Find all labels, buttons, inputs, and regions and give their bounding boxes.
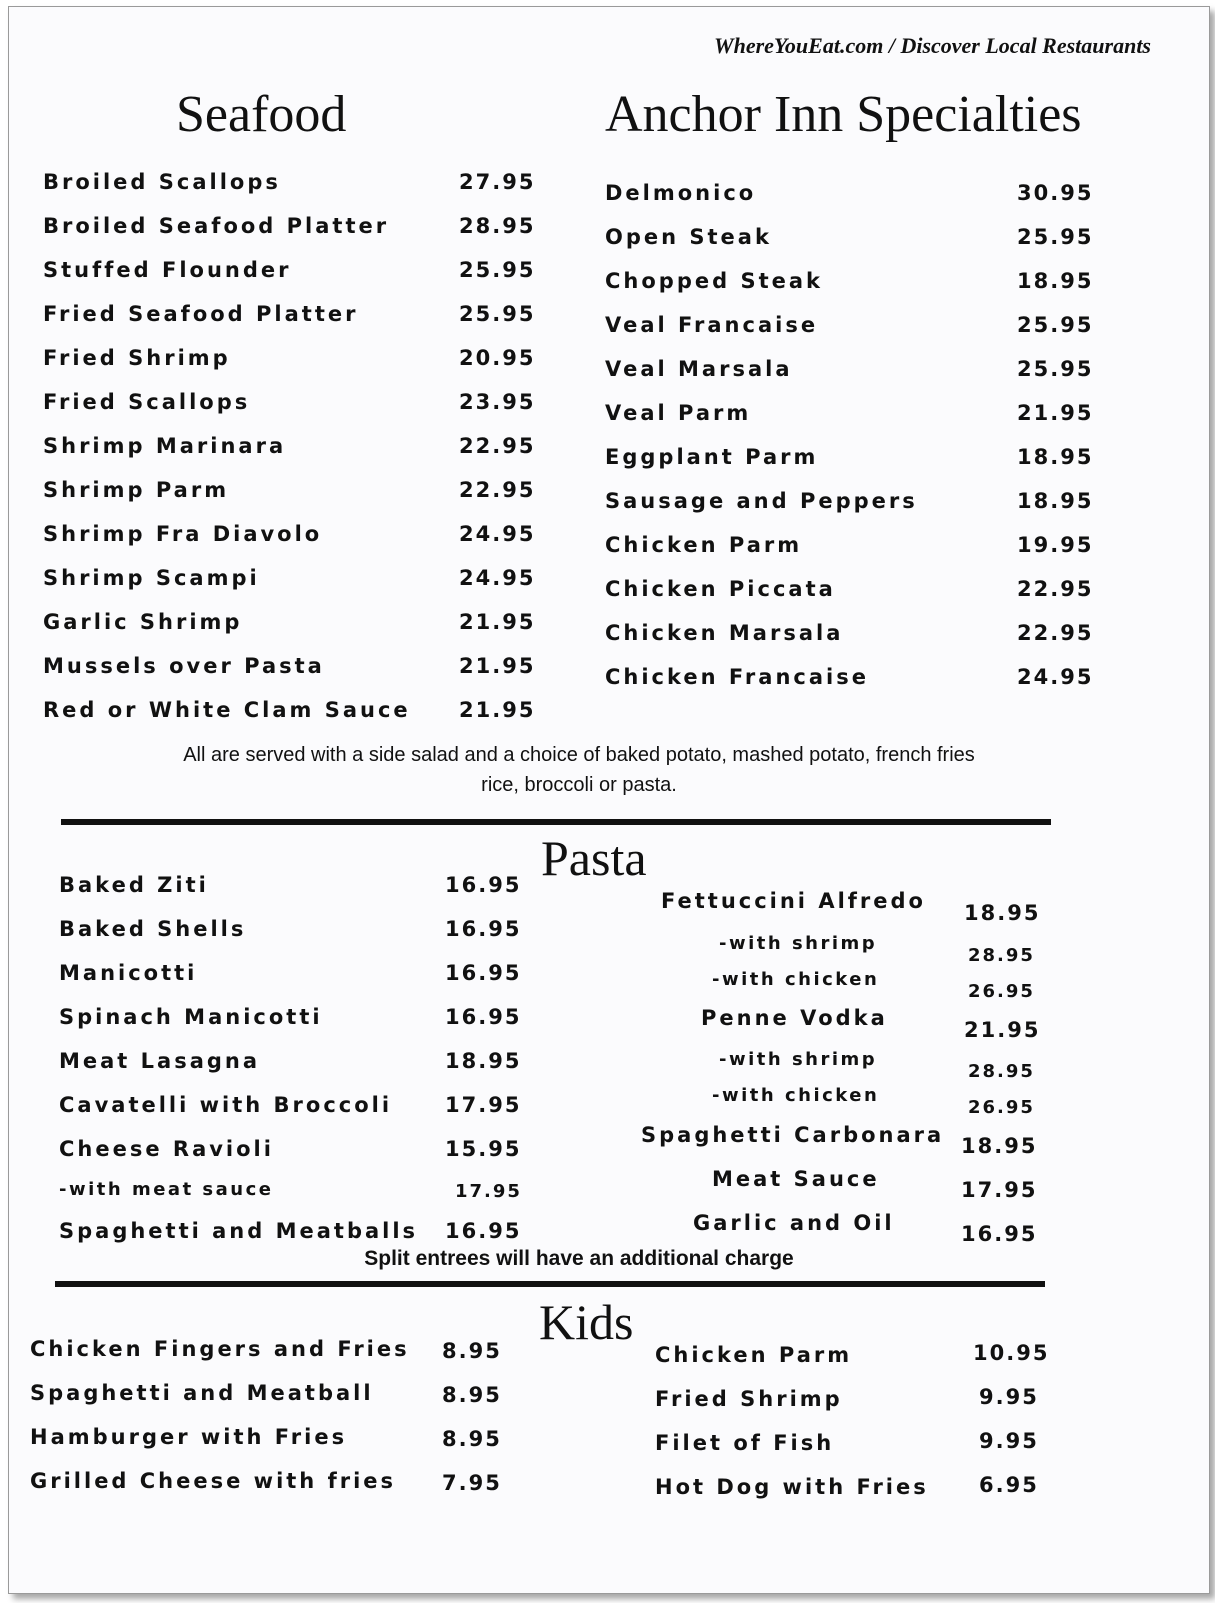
sides-note-line: rice, broccoli or pasta. bbox=[481, 774, 677, 796]
menu-item-name: Broiled Scallops bbox=[43, 170, 281, 194]
sides-note-line: All are served with a side salad and a choice of baked potato, mashed potato, french fries bbox=[183, 744, 975, 766]
menu-item-name: Spaghetti and Meatballs bbox=[59, 1219, 419, 1243]
kids-title: Kids bbox=[539, 1294, 634, 1350]
menu-item-name: Fried Shrimp bbox=[655, 1387, 843, 1411]
menu-item-price: 28.95 bbox=[968, 1061, 1035, 1082]
menu-item-name: Veal Parm bbox=[605, 401, 752, 425]
menu-item-name: Chicken Marsala bbox=[605, 621, 844, 645]
menu-item-price: 27.95 bbox=[459, 170, 536, 194]
menu-item-price: 18.95 bbox=[445, 1049, 522, 1073]
menu-item-name: Spinach Manicotti bbox=[59, 1005, 323, 1029]
menu-item-price: 21.95 bbox=[459, 610, 536, 634]
menu-item-name: Chicken Parm bbox=[655, 1343, 853, 1367]
menu-item-name: Shrimp Parm bbox=[43, 478, 230, 502]
menu-item-option: -with shrimp bbox=[719, 933, 878, 954]
menu-item-price: 25.95 bbox=[1017, 225, 1094, 249]
menu-item-price: 22.95 bbox=[1017, 577, 1094, 601]
menu-item-price: 22.95 bbox=[459, 434, 536, 458]
menu-item-name: Open Steak bbox=[605, 225, 772, 249]
menu-item-price: 28.95 bbox=[968, 945, 1035, 966]
menu-item-name: Broiled Seafood Platter bbox=[43, 214, 390, 238]
menu-item-price: 25.95 bbox=[459, 302, 536, 326]
menu-item-price: 26.95 bbox=[968, 981, 1035, 1002]
menu-item-price: 21.95 bbox=[459, 654, 536, 678]
menu-item-price: 8.95 bbox=[442, 1383, 502, 1407]
menu-page bbox=[8, 6, 1210, 1594]
menu-item-price: 10.95 bbox=[973, 1341, 1050, 1365]
menu-item-name: Filet of Fish bbox=[655, 1431, 835, 1455]
menu-item-price: 9.95 bbox=[979, 1385, 1039, 1409]
menu-item-price: 17.95 bbox=[961, 1178, 1038, 1202]
menu-item-name: Chopped Steak bbox=[605, 269, 823, 293]
menu-item-name: Manicotti bbox=[59, 961, 198, 985]
menu-item-price: 17.95 bbox=[455, 1181, 522, 1202]
menu-item-name: Stuffed Flounder bbox=[43, 258, 292, 282]
menu-item-price: 16.95 bbox=[445, 1005, 522, 1029]
menu-item-name: Veal Marsala bbox=[605, 357, 793, 381]
menu-item-price: 24.95 bbox=[459, 522, 536, 546]
menu-item-name: Sausage and Peppers bbox=[605, 489, 918, 513]
menu-item-name: Garlic and Oil bbox=[693, 1211, 895, 1235]
menu-item-option: -with chicken bbox=[712, 1085, 880, 1106]
menu-item-price: 22.95 bbox=[459, 478, 536, 502]
menu-item-name: Hamburger with Fries bbox=[30, 1425, 348, 1449]
section-divider bbox=[55, 1281, 1045, 1287]
menu-item-price: 24.95 bbox=[459, 566, 536, 590]
pasta-title: Pasta bbox=[541, 830, 647, 886]
menu-item-name: Fettuccini Alfredo bbox=[661, 889, 926, 913]
menu-item-price: 17.95 bbox=[445, 1093, 522, 1117]
menu-item-price: 18.95 bbox=[964, 901, 1041, 925]
menu-item-price: 25.95 bbox=[459, 258, 536, 282]
menu-item-name: Delmonico bbox=[605, 181, 757, 205]
menu-item-price: 23.95 bbox=[459, 390, 536, 414]
menu-item-name: Shrimp Fra Diavolo bbox=[43, 522, 323, 546]
menu-item-option: -with chicken bbox=[712, 969, 880, 990]
menu-item-price: 9.95 bbox=[979, 1429, 1039, 1453]
specialties-title: Anchor Inn Specialties bbox=[605, 86, 1082, 143]
menu-item-option: -with shrimp bbox=[719, 1049, 878, 1070]
menu-item-price: 26.95 bbox=[968, 1097, 1035, 1118]
menu-item-price: 6.95 bbox=[979, 1473, 1039, 1497]
menu-item-name: Fried Shrimp bbox=[43, 346, 231, 370]
menu-item-price: 18.95 bbox=[1017, 489, 1094, 513]
menu-item-name: Cheese Ravioli bbox=[59, 1137, 274, 1161]
menu-item-price: 18.95 bbox=[1017, 445, 1094, 469]
menu-item-name: Veal Francaise bbox=[605, 313, 819, 337]
menu-item-name: Mussels over Pasta bbox=[43, 654, 325, 678]
menu-item-name: Fried Scallops bbox=[43, 390, 251, 414]
menu-item-name: Red or White Clam Sauce bbox=[43, 698, 411, 722]
menu-item-name: Fried Seafood Platter bbox=[43, 302, 359, 326]
menu-item-price: 16.95 bbox=[445, 1219, 522, 1243]
menu-item-name: Garlic Shrimp bbox=[43, 610, 243, 634]
menu-item-name: Shrimp Scampi bbox=[43, 566, 260, 590]
menu-item-name: Cavatelli with Broccoli bbox=[59, 1093, 393, 1117]
menu-item-price: 25.95 bbox=[1017, 313, 1094, 337]
menu-item-price: 15.95 bbox=[445, 1137, 522, 1161]
menu-item-price: 8.95 bbox=[442, 1339, 502, 1363]
menu-item-price: 18.95 bbox=[1017, 269, 1094, 293]
seafood-title: Seafood bbox=[176, 86, 347, 143]
menu-item-price: 18.95 bbox=[961, 1134, 1038, 1158]
sides-note bbox=[29, 740, 1129, 800]
menu-item-price: 28.95 bbox=[459, 214, 536, 238]
menu-item-price: 8.95 bbox=[442, 1427, 502, 1451]
menu-item-name: Meat Lasagna bbox=[59, 1049, 261, 1073]
menu-item-price: 21.95 bbox=[459, 698, 536, 722]
menu-item-price: 24.95 bbox=[1017, 665, 1094, 689]
menu-item-price: 22.95 bbox=[1017, 621, 1094, 645]
menu-item-name: Spaghetti Carbonara bbox=[641, 1123, 945, 1147]
menu-item-price: 20.95 bbox=[459, 346, 536, 370]
menu-item-price: 21.95 bbox=[1017, 401, 1094, 425]
menu-item-price: 7.95 bbox=[442, 1471, 502, 1495]
menu-item-name: Chicken Parm bbox=[605, 533, 803, 557]
menu-item-name: Grilled Cheese with fries bbox=[30, 1469, 397, 1493]
split-entrees-note: Split entrees will have an additional charge bbox=[364, 1247, 794, 1270]
menu-item-name: Penne Vodka bbox=[701, 1006, 888, 1030]
menu-item-name: Shrimp Marinara bbox=[43, 434, 287, 458]
menu-item-name: Eggplant Parm bbox=[605, 445, 819, 469]
menu-item-name: Baked Shells bbox=[59, 917, 247, 941]
menu-item-price: 16.95 bbox=[961, 1222, 1038, 1246]
section-divider bbox=[61, 819, 1051, 825]
menu-item-name: Hot Dog with Fries bbox=[655, 1475, 929, 1499]
menu-item-price: 16.95 bbox=[445, 961, 522, 985]
menu-item-name: Chicken Fingers and Fries bbox=[30, 1337, 410, 1361]
menu-item-name: Meat Sauce bbox=[712, 1167, 880, 1191]
menu-item-price: 16.95 bbox=[445, 873, 522, 897]
menu-item-price: 19.95 bbox=[1017, 533, 1094, 557]
menu-item-price: 25.95 bbox=[1017, 357, 1094, 381]
menu-item-name: Baked Ziti bbox=[59, 873, 209, 897]
watermark: WhereYouEat.com / Discover Local Restaurants bbox=[714, 33, 1151, 58]
menu-item-price: 16.95 bbox=[445, 917, 522, 941]
menu-item-price: 30.95 bbox=[1017, 181, 1094, 205]
menu-item-name: Chicken Francaise bbox=[605, 665, 869, 689]
menu-item-name: Spaghetti and Meatball bbox=[30, 1381, 374, 1405]
menu-item-name: Chicken Piccata bbox=[605, 577, 836, 601]
menu-item-price: 21.95 bbox=[964, 1018, 1041, 1042]
menu-item-option: -with meat sauce bbox=[59, 1179, 274, 1200]
